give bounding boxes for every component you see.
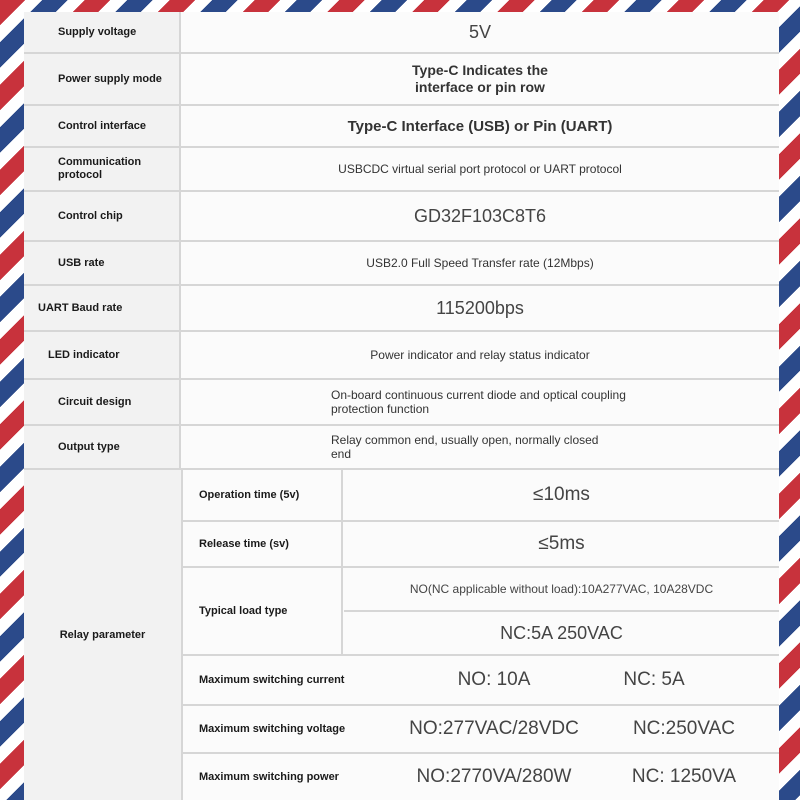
row-label: Power supply mode [24,54,181,104]
row-label: Communication protocol [24,148,181,190]
spec-row-power-supply-mode [24,54,779,104]
spec-row-led-indicator [24,332,779,378]
relay-max-voltage-no: NO:277VAC/28VDC [409,718,579,739]
spec-row-output-type [24,426,779,468]
row-value: 115200bps [436,297,524,318]
spec-row-communication-protocol [24,148,779,190]
row-label: USB rate [24,242,181,284]
row-label: Output type [24,426,181,468]
row-value: USB2.0 Full Speed Transfer rate (12Mbps) [366,256,594,270]
row-value: Type-C Indicates the interface or pin row [412,62,548,95]
spec-row-control-chip [24,192,779,240]
relay-typical-load-no: NO(NC applicable without load):10A277VAC, 10A28VDC [409,582,714,596]
relay-operation-time-value: ≤10ms [533,484,590,505]
spec-row-control-interface [24,106,779,146]
row-value: GD32F103C8T6 [413,205,547,226]
row-value: Relay common end, usually open, normally closed end [331,433,599,461]
row-value: 5V [468,21,492,42]
spec-row-supply-voltage [24,12,779,52]
row-label: Circuit design [24,380,181,424]
row-value: Type-C Interface (USB) or Pin (UART) [347,117,613,135]
row-value: On-board continuous current diode and optical coupling protection function [331,388,626,416]
relay-max-current-no: NO: 10A [457,669,531,690]
relay-max-power-no: NO:2770VA/280W [416,766,572,787]
spec-row-circuit-design [24,380,779,424]
relay-max-power-nc: NC: 1250VA [631,766,737,787]
relay-typical-load-nc: NC:5A 250VAC [500,622,623,643]
relay-max-voltage-label: Maximum switching voltage [199,723,346,735]
spec-row-usb-rate [24,242,779,284]
relay-typical-load-label: Typical load type [183,568,343,654]
relay-max-power-label: Maximum switching power [199,771,339,783]
relay-max-current-nc: NC: 5A [623,669,685,690]
relay-release-time-value: ≤5ms [538,533,585,554]
relay-parameter-label: Relay parameter [24,470,183,800]
row-label: Control interface [24,106,181,146]
row-value: Power indicator and relay status indicator [370,348,590,362]
row-label: LED indicator [24,332,181,378]
relay-release-time-label: Release time (sv) [183,522,343,566]
row-label: Control chip [24,192,181,240]
relay-max-voltage-nc: NC:250VAC [632,718,736,739]
row-label: Supply voltage [24,12,181,52]
relay-max-current-label: Maximum switching current [199,674,345,686]
row-label: UART Baud rate [24,286,181,330]
spec-table [24,12,779,800]
row-value: USBCDC virtual serial port protocol or UART protocol [338,162,622,176]
spec-row-uart-baud-rate [24,286,779,330]
relay-operation-time-label: Operation time (5v) [183,470,343,520]
